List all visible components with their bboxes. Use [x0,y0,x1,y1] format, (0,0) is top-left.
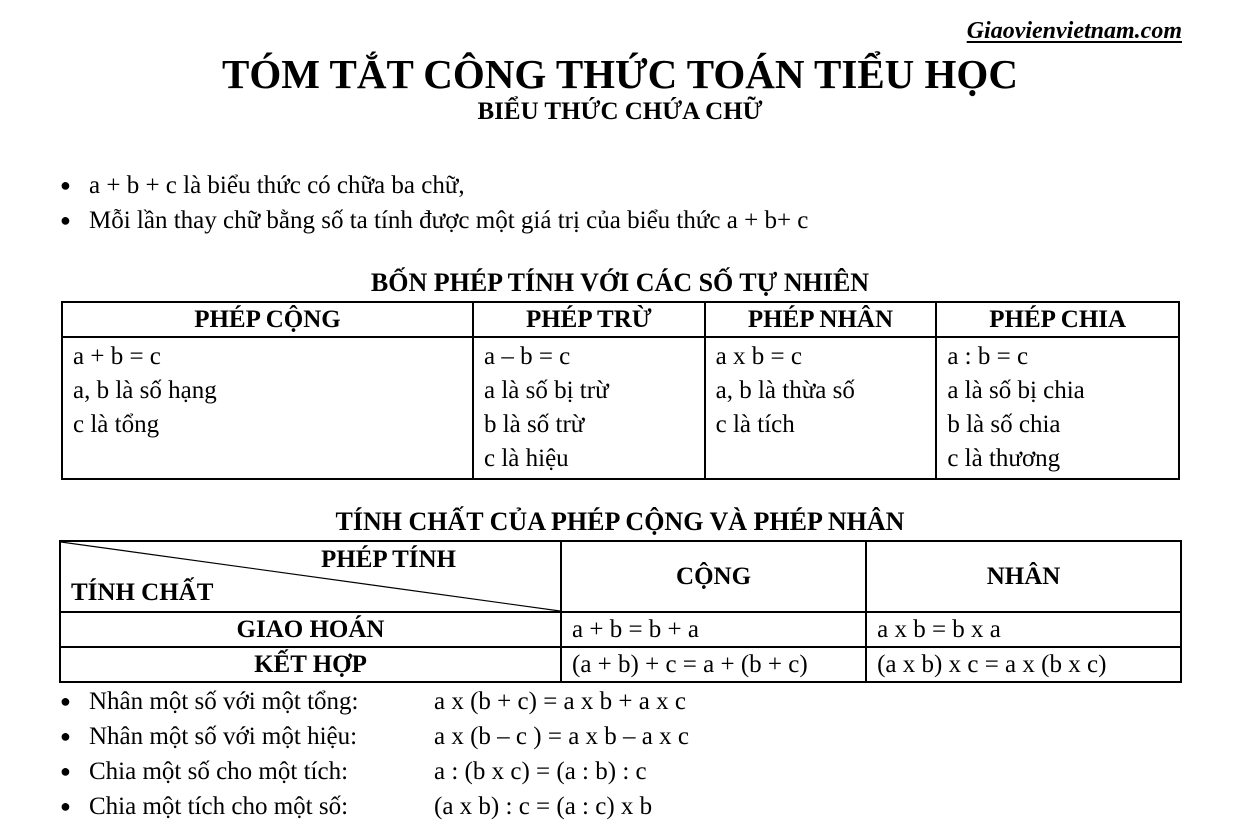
header-subtraction: PHÉP TRỪ [473,302,705,337]
multiplication-cell [705,337,937,479]
rule-formula: a x (b + c) = a x b + a x c [434,688,686,715]
bullet-icon: ● [60,691,71,711]
header-add: CỘNG [561,541,866,612]
bullet-icon: ● [60,761,71,781]
operations-header-row [62,302,1179,337]
cell-line: a, b là số hạng [73,377,217,404]
cell-line: c là thương [947,445,1061,472]
cell-line: a – b = c [483,343,571,370]
bullet-icon: ● [60,210,71,230]
header-mul: NHÂN [866,541,1181,612]
cell-line: a + b = c [73,343,161,370]
operations-body-row [62,337,1179,479]
page-title: TÓM TẮT CÔNG THỨC TOÁN TIỂU HỌC [222,51,1018,97]
properties-header-row [60,541,1181,612]
header-division: PHÉP CHIA [936,302,1179,337]
rule-formula: a x (b – c ) = a x b – a x c [434,723,689,750]
rule-label: Chia một tích cho một số: [89,793,349,820]
rule-label: Nhân một số với một hiệu: [89,723,358,750]
cell-line: c là hiệu [483,445,569,472]
properties-table [59,540,1182,683]
corner-cell [60,541,561,612]
cell-line: c là tích [715,411,795,438]
operations-table [61,301,1180,480]
corner-operation-label: PHÉP TÍNH [321,546,456,573]
property-name: GIAO HOÁN [60,612,561,647]
cell-line: a : b = c [947,343,1029,370]
property-row [60,612,1181,647]
header-addition: PHÉP CỘNG [62,302,473,337]
cell-line: a x b = c [715,343,802,370]
property-name: KẾT HỢP [60,647,561,682]
mul-formula: a x b = b x a [866,612,1181,647]
operations-title: BỐN PHÉP TÍNH VỚI CÁC SỐ TỰ NHIÊN [370,268,870,297]
rule-label: Nhân một số với một tổng: [89,688,359,715]
cell-line: c là tổng [73,411,160,438]
intro-text: a + b + c là biểu thức có chữa ba chữ, [89,172,465,199]
cell-line: a là số bị trừ [483,377,609,404]
intro-text: Mỗi lần thay chữ bằng số ta tính được một giá trị của biểu thức a + b+ c [89,207,809,234]
properties-title: TÍNH CHẤT CỦA PHÉP CỘNG VÀ PHÉP NHÂN [335,507,905,536]
bullet-icon: ● [60,796,71,816]
mul-formula: (a x b) x c = a x (b x c) [866,647,1181,682]
bullet-icon: ● [60,175,71,195]
site-watermark: Giaovienvietnam.com [966,18,1182,44]
page-subtitle: BIỂU THỨC CHỨA CHỮ [477,98,763,125]
cell-line: b là số chia [947,411,1061,438]
rule-label: Chia một số cho một tích: [89,758,349,785]
add-formula: a + b = b + a [561,612,866,647]
cell-line: b là số trừ [483,411,585,438]
cell-line: a, b là thừa số [715,377,855,404]
bullet-icon: ● [60,726,71,746]
subtraction-cell [473,337,705,479]
rule-formula: (a x b) : c = (a : c) x b [434,793,653,820]
property-row [60,647,1181,682]
add-formula: (a + b) + c = a + (b + c) [561,647,866,682]
header-multiplication: PHÉP NHÂN [705,302,937,337]
division-cell [936,337,1179,479]
corner-property-label: TÍNH CHẤT [71,579,214,606]
addition-cell [62,337,473,479]
rule-formula: a : (b x c) = (a : b) : c [434,758,647,785]
cell-line: a là số bị chia [947,377,1085,404]
